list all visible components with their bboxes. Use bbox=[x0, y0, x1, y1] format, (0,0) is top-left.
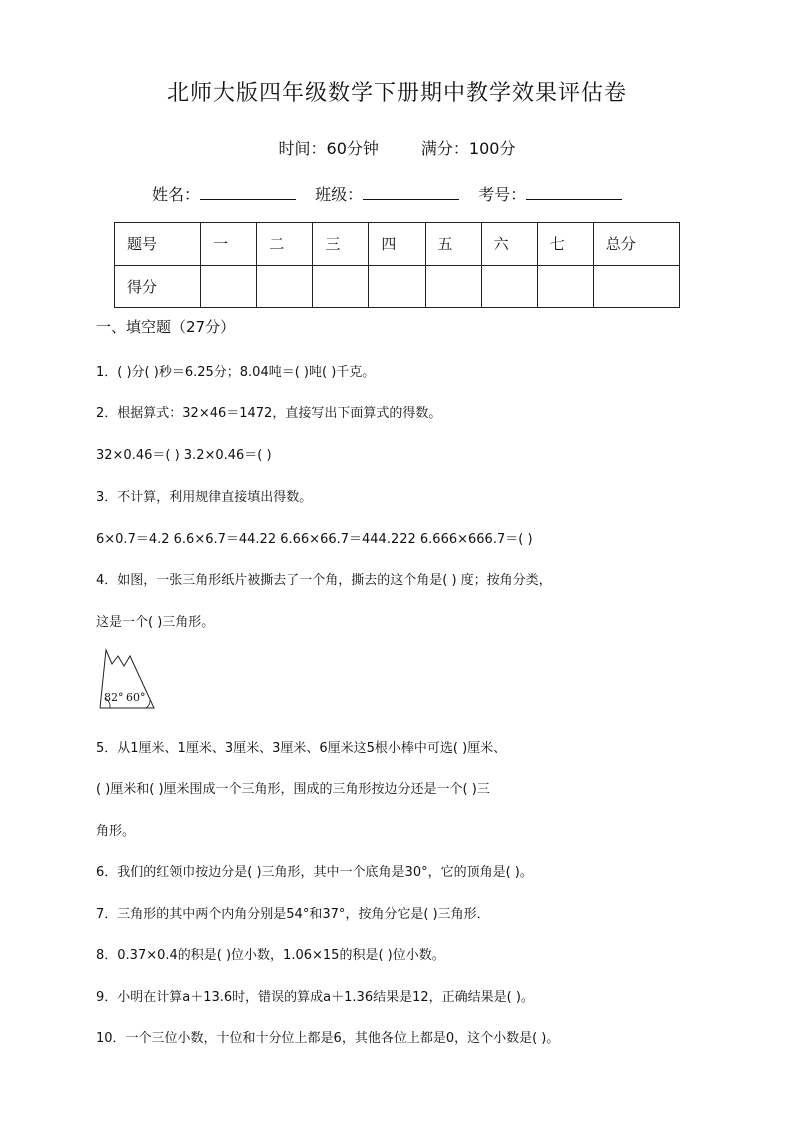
header-cell: 二 bbox=[257, 223, 313, 266]
question-line: 8．0.37×0.4的积是( )位小数，1.06×15的积是( )位小数。 bbox=[96, 948, 445, 963]
angle-label-82: 82° bbox=[104, 691, 124, 704]
class-label: 班级： bbox=[315, 185, 364, 204]
question-line: 6．我们的红领巾按边分是( )三角形，其中一个底角是30°，它的顶角是( )。 bbox=[96, 865, 533, 880]
score-cell[interactable] bbox=[593, 265, 679, 308]
score-cell[interactable] bbox=[201, 265, 257, 308]
score-table-score-row bbox=[115, 265, 680, 308]
question-line: 5．从1厘米、1厘米、3厘米、3厘米、6厘米这5根小棒中可选( )厘米、 bbox=[96, 741, 507, 756]
question-line: 角形。 bbox=[96, 824, 136, 839]
exam-meta bbox=[0, 136, 794, 159]
class-blank[interactable] bbox=[363, 185, 459, 200]
question-line: 1．( )分( )秒＝6.25分；8.04吨＝( )吨( )千克。 bbox=[96, 365, 376, 380]
score-table-header-row bbox=[115, 223, 680, 266]
question-line: 10．一个三位小数，十位和十分位上都是6，其他各位上都是0，这个小数是( )。 bbox=[96, 1031, 560, 1046]
question-line: 4．如图，一张三角形纸片被撕去了一个角，撕去的这个角是( ) 度；按角分类， bbox=[96, 573, 552, 588]
header-cell: 七 bbox=[537, 223, 593, 266]
score-cell[interactable] bbox=[369, 265, 425, 308]
exam-time: 时间：60分钟 bbox=[278, 139, 379, 158]
question-line: 6×0.7＝4.2 6.6×6.7＝44.22 6.66×66.7＝444.222 6.666×666.7＝( ) bbox=[96, 532, 533, 547]
header-cell: 六 bbox=[481, 223, 537, 266]
header-cell: 一 bbox=[201, 223, 257, 266]
number-label: 考号： bbox=[478, 185, 527, 204]
section-heading-fill-blank: 一、填空题（27分） bbox=[96, 318, 236, 336]
score-cell[interactable] bbox=[481, 265, 537, 308]
header-cell: 四 bbox=[369, 223, 425, 266]
score-cell[interactable] bbox=[537, 265, 593, 308]
angle-label-60: 60° bbox=[126, 691, 146, 704]
angle-arc-right bbox=[146, 700, 150, 708]
exam-full-score: 满分：100分 bbox=[420, 139, 516, 158]
name-blank[interactable] bbox=[200, 185, 296, 200]
page-title: 北师大版四年级数学下册期中教学效果评估卷 bbox=[166, 81, 627, 106]
question-line: 3．不计算，利用规律直接填出得数。 bbox=[96, 490, 313, 505]
header-cell: 三 bbox=[313, 223, 369, 266]
torn-triangle-figure bbox=[96, 648, 158, 712]
question-line: 这是一个( )三角形。 bbox=[96, 615, 215, 630]
header-cell: 总分 bbox=[593, 223, 679, 266]
question-line: 2．根据算式：32×46＝1472，直接写出下面算式的得数。 bbox=[96, 406, 442, 421]
question-line: ( )厘米和( )厘米围成一个三角形，围成的三角形按边分还是一个( )三 bbox=[96, 782, 490, 797]
score-table bbox=[114, 222, 680, 308]
name-label: 姓名： bbox=[152, 185, 201, 204]
score-row-label: 得分 bbox=[115, 265, 201, 308]
question-line: 7．三角形的其中两个内角分别是54°和37°，按角分它是( )三角形． bbox=[96, 907, 490, 922]
question-line: 32×0.46＝( ) 3.2×0.46＝( ) bbox=[96, 448, 272, 463]
header-cell: 题号 bbox=[115, 223, 201, 266]
header-cell: 五 bbox=[425, 223, 481, 266]
number-blank[interactable] bbox=[526, 185, 622, 200]
score-cell[interactable] bbox=[257, 265, 313, 308]
student-info bbox=[152, 182, 636, 205]
score-cell[interactable] bbox=[313, 265, 369, 308]
score-cell[interactable] bbox=[425, 265, 481, 308]
question-line: 9．小明在计算a＋13.6时，错误的算成a＋1.36结果是12，正确结果是( )。 bbox=[96, 990, 534, 1005]
